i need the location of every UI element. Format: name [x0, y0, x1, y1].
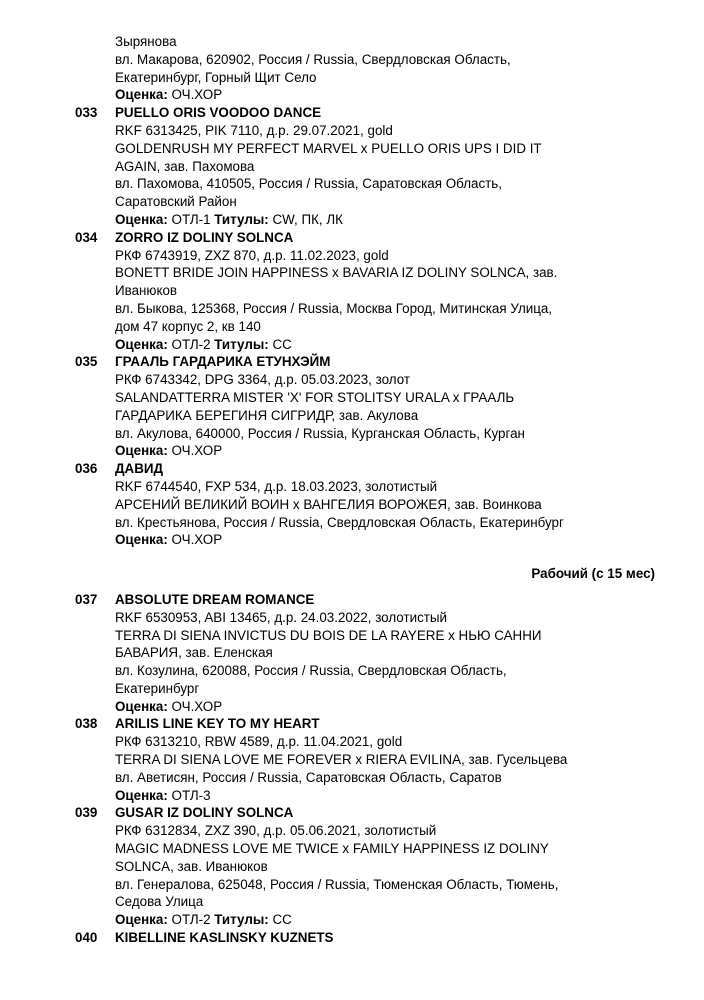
grade-label: Оценка:: [115, 336, 168, 352]
entry-text-line: РКФ 6743342, DPG 3364, д.р. 05.03.2023, золот: [115, 372, 410, 388]
grade-label: Оценка:: [115, 698, 168, 714]
entry-details: [115, 609, 655, 698]
entry-text-line: TERRA DI SIENA INVICTUS DU BOIS DE LA RAYERE x НЬЮ САННИ: [115, 627, 542, 643]
catalog-entry-036: [75, 460, 655, 549]
entry-grade-line: [115, 336, 655, 354]
grade-label: Оценка:: [115, 787, 168, 803]
class-section-heading: Рабочий (с 15 мес): [531, 566, 655, 582]
entry-text-line: вл. Макарова, 620902, Россия / Russia, Свердловская Область,: [115, 51, 511, 67]
entry-text-line: AGAIN, зав. Пахомова: [115, 158, 255, 174]
catalog-entry-037: [75, 591, 655, 716]
entry-text-line: Зырянова: [115, 34, 177, 49]
catalog-entry-038: [75, 715, 655, 804]
entry-name: ДАВИД: [115, 461, 164, 477]
entry-name: PUELLO ORIS VOODOO DANCE: [115, 105, 322, 121]
grade-label: Оценка:: [115, 211, 168, 227]
titles-value: СС: [272, 912, 292, 928]
entry-grade-line: [115, 211, 655, 229]
entry-number: 038: [75, 716, 98, 732]
entry-name: KIBELLINE KASLINSKY KUZNETS: [115, 930, 334, 946]
entry-text-line: ГАРДАРИКА БЕРЕГИНЯ СИГРИДР, зав. Акулова: [115, 407, 419, 423]
entry-number: 035: [75, 354, 98, 370]
entry-details: [115, 371, 655, 442]
entry-text-line: GOLDENRUSH MY PERFECT MARVEL x PUELLO ORIS UPS I DID IT: [115, 140, 542, 156]
catalog-entry-035: [75, 353, 655, 460]
titles-label: Титулы:: [214, 912, 269, 928]
entry-details: [115, 33, 655, 86]
entry-text-line: Екатеринбург, Горный Щит Село: [115, 69, 317, 85]
entry-name: ZORRO IZ DOLINY SOLNCA: [115, 229, 294, 245]
titles-value: СС: [272, 336, 292, 352]
catalog-entry-033: [75, 104, 655, 229]
entry-continuation: [75, 33, 655, 104]
entry-name: ГРААЛЬ ГАРДАРИКА ЕТУНХЭЙМ: [115, 354, 331, 370]
entry-number: 039: [75, 805, 98, 821]
grade-value: ОЧ.ХОР: [171, 87, 223, 103]
entry-number: 040: [75, 930, 98, 946]
entry-text-line: РКФ 6312834, ZXZ 390, д.р. 05.06.2021, золотистый: [115, 823, 437, 839]
entry-text-line: вл. Акулова, 640000, Россия / Russia, Курганская Область, Курган: [115, 425, 525, 441]
titles-label: Титулы:: [214, 336, 269, 352]
entry-text-line: SALANDATTERRA MISTER 'X' FOR STOLITSY URALA x ГРААЛЬ: [115, 389, 515, 405]
catalog-entry-034: [75, 229, 655, 354]
entry-grade-line: [115, 86, 655, 104]
entry-number: 033: [75, 105, 98, 121]
entry-text-line: SOLNCA, зав. Иванюков: [115, 858, 268, 874]
entry-text-line: РКФ 6313210, RBW 4589, д.р. 11.04.2021, gold: [115, 734, 403, 750]
titles-label: Титулы:: [214, 211, 269, 227]
entry-number: 037: [75, 591, 98, 607]
entry-text-line: BONETT BRIDE JOIN HAPPINESS x BAVARIA IZ DOLINY SOLNCA, зав.: [115, 265, 558, 281]
grade-value: ОЧ.ХОР: [171, 532, 223, 548]
catalog-entry-040: [75, 929, 655, 947]
entry-text-line: БАВАРИЯ, зав. Еленская: [115, 645, 273, 661]
entry-details: [115, 478, 655, 531]
entry-details: [115, 733, 655, 786]
entry-text-line: RKF 6313425, PIK 7110, д.р. 29.07.2021, gold: [115, 122, 393, 138]
entry-name: ARILIS LINE KEY TO MY HEART: [115, 716, 320, 732]
entry-text-line: АРСЕНИЙ ВЕЛИКИЙ ВОИН x ВАНГЕЛИЯ ВОРОЖЕЯ, зав. Воинкова: [115, 496, 542, 512]
entry-details: [115, 822, 655, 911]
entry-text-line: Иванюков: [115, 283, 178, 299]
entry-text-line: Седова Улица: [115, 894, 204, 910]
grade-value: ОЧ.ХОР: [171, 443, 223, 459]
catalog-content: [75, 33, 655, 947]
entry-grade-line: [115, 787, 655, 805]
entry-text-line: вл. Козулина, 620088, Россия / Russia, Свердловская Область,: [115, 663, 507, 679]
entry-name: GUSAR IZ DOLINY SOLNCA: [115, 805, 294, 821]
entry-text-line: RKF 6744540, FXP 534, д.р. 18.03.2023, золотистый: [115, 478, 438, 494]
entry-text-line: вл. Аветисян, Россия / Russia, Саратовская Область, Саратов: [115, 769, 502, 785]
grade-value: ОТЛ-1: [171, 211, 211, 227]
grade-value: ОЧ.ХОР: [171, 698, 223, 714]
entry-text-line: вл. Быкова, 125368, Россия / Russia, Москва Город, Митинская Улица,: [115, 300, 553, 316]
grade-label: Оценка:: [115, 87, 168, 103]
entry-grade-line: [115, 911, 655, 929]
grade-value: ОТЛ-2: [171, 912, 211, 928]
entry-text-line: вл. Крестьянова, Россия / Russia, Свердловская Область, Екатеринбург: [115, 514, 564, 530]
entry-text-line: Екатеринбург: [115, 680, 200, 696]
entry-name: ABSOLUTE DREAM ROMANCE: [115, 591, 315, 607]
grade-label: Оценка:: [115, 443, 168, 459]
entry-grade-line: [115, 531, 655, 549]
catalog-entry-039: [75, 804, 655, 929]
entry-text-line: MAGIC MADNESS LOVE ME TWICE x FAMILY HAPPINESS IZ DOLINY: [115, 841, 549, 857]
grade-label: Оценка:: [115, 912, 168, 928]
entry-text-line: Саратовский Район: [115, 194, 237, 210]
entry-text-line: RKF 6530953, ABI 13465, д.р. 24.03.2022, золотистый: [115, 609, 447, 625]
entry-text-line: дом 47 корпус 2, кв 140: [115, 318, 261, 334]
grade-label: Оценка:: [115, 532, 168, 548]
entry-details: [115, 247, 655, 336]
entry-number: 036: [75, 461, 98, 477]
entry-text-line: вл. Генералова, 625048, Россия / Russia, Тюменская Область, Тюмень,: [115, 876, 559, 892]
grade-value: ОТЛ-3: [171, 787, 211, 803]
grade-value: ОТЛ-2: [171, 336, 211, 352]
entry-text-line: РКФ 6743919, ZXZ 870, д.р. 11.02.2023, gold: [115, 247, 389, 263]
entry-number: 034: [75, 229, 98, 245]
entry-text-line: TERRA DI SIENA LOVE ME FOREVER x RIERA EVILINA, зав. Гусельцева: [115, 752, 568, 768]
entry-details: [115, 122, 655, 211]
entry-grade-line: [115, 442, 655, 460]
entry-grade-line: [115, 698, 655, 716]
titles-value: CW, ПК, ЛК: [272, 211, 343, 227]
entry-text-line: вл. Пахомова, 410505, Россия / Russia, Саратовская Область,: [115, 176, 502, 192]
